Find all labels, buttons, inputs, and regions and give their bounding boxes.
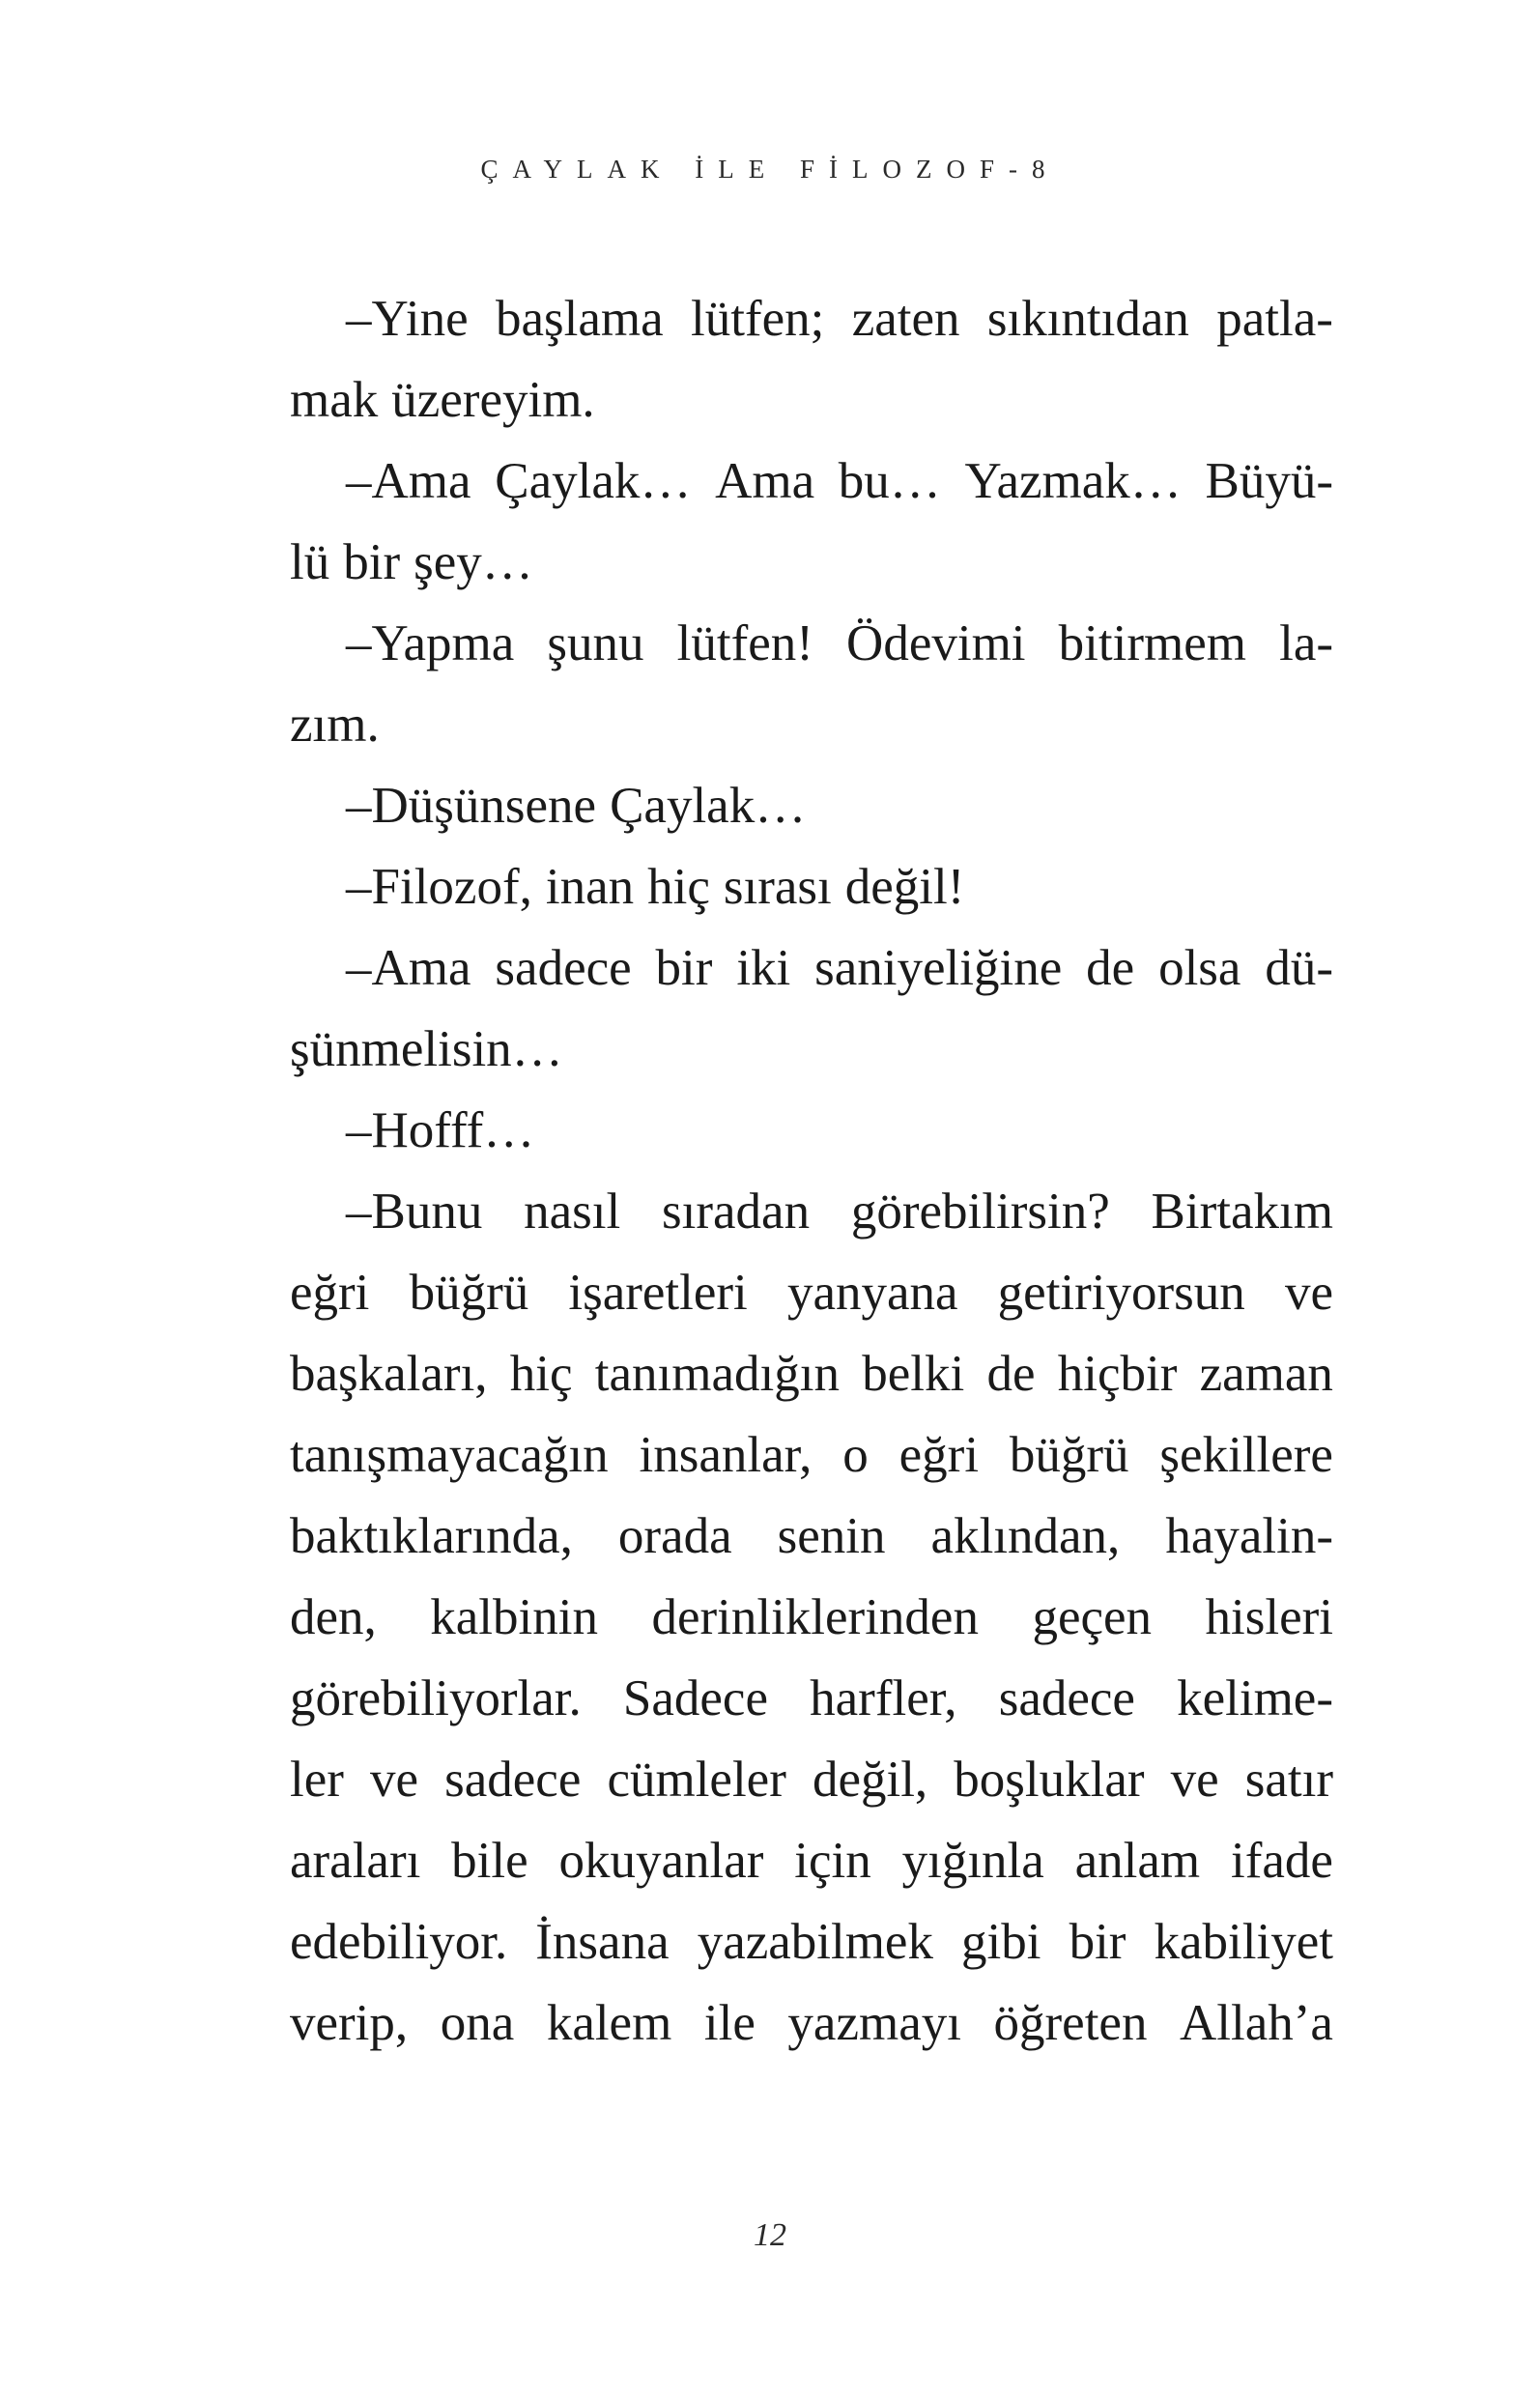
text-line: [290, 1982, 1333, 2064]
word: değil,: [812, 1752, 928, 1808]
word: kalbinin: [430, 1589, 598, 1645]
word: kalem: [546, 1995, 672, 2051]
word: o: [842, 1427, 869, 1483]
word: –Ama: [346, 453, 471, 509]
body-text: [290, 278, 1333, 2064]
word: şünmelisin…: [290, 1021, 563, 1077]
word: verip,: [290, 1995, 409, 2051]
word: sıradan: [662, 1184, 811, 1240]
word: bir: [1069, 1914, 1126, 1970]
word: lü: [290, 534, 330, 590]
word: de: [1086, 940, 1135, 996]
word: Ama: [715, 453, 815, 509]
word: Allah’a: [1180, 1995, 1333, 2051]
word: görebiliyorlar.: [290, 1670, 582, 1726]
word: patla-: [1216, 291, 1333, 347]
word: insanlar,: [639, 1427, 813, 1483]
word: okuyanlar: [558, 1833, 764, 1889]
word: senin: [777, 1508, 886, 1564]
word: hisleri: [1205, 1589, 1333, 1645]
word: hiçbir: [1057, 1346, 1178, 1402]
text-line: [290, 684, 1333, 765]
word: –Düşünsene: [346, 778, 597, 834]
page-number: 12: [754, 2217, 786, 2253]
text-line: [290, 1252, 1333, 1333]
word: satır: [1244, 1752, 1333, 1808]
word: sıkıntıdan: [986, 291, 1189, 347]
word: –Bunu: [346, 1184, 483, 1240]
word: cümleler: [607, 1752, 786, 1808]
word: dü-: [1265, 940, 1333, 996]
word: –Hofff…: [346, 1102, 535, 1158]
word: iki: [736, 940, 791, 996]
word: Birtakım: [1151, 1184, 1333, 1240]
word: ler: [290, 1752, 344, 1808]
word: lütfen!: [676, 615, 813, 671]
word: saniyeliğine: [814, 940, 1063, 996]
word: eğri: [290, 1265, 370, 1321]
word: sadece: [444, 1752, 582, 1808]
word: –Yine: [346, 291, 469, 347]
word: şekillere: [1159, 1427, 1333, 1483]
word: kelime-: [1177, 1670, 1333, 1726]
word: ve: [1284, 1265, 1333, 1321]
word: değil!: [844, 859, 965, 915]
word: Çaylak…: [610, 778, 807, 834]
word: yığınla: [901, 1833, 1044, 1889]
word: ona: [440, 1995, 515, 2051]
word: ile: [703, 1995, 756, 2051]
word: anlam: [1074, 1833, 1201, 1889]
text-line: [290, 1658, 1333, 1739]
word: görebilirsin?: [850, 1184, 1110, 1240]
word: bitirmem: [1058, 615, 1246, 671]
word: büğrü: [409, 1265, 529, 1321]
word: Ödevimi: [846, 615, 1026, 671]
text-line: [290, 846, 1333, 927]
word: bir: [343, 534, 401, 590]
word: araları: [290, 1833, 421, 1889]
text-line: [290, 441, 1333, 522]
word: sadece: [495, 940, 632, 996]
word: boşluklar: [954, 1752, 1145, 1808]
word: geçen: [1032, 1589, 1153, 1645]
word: İnsana: [535, 1914, 670, 1970]
word: büğrü: [1009, 1427, 1129, 1483]
word: başlama: [495, 291, 664, 347]
word: hiç: [647, 859, 710, 915]
word: zaman: [1199, 1346, 1333, 1402]
word: başkaları,: [290, 1346, 488, 1402]
running-header: ÇAYLAK İLE FİLOZOF-8: [480, 155, 1060, 184]
text-line: [290, 1090, 1333, 1171]
text-line: [290, 1171, 1333, 1252]
word: işaretleri: [568, 1265, 748, 1321]
word: –Filozof,: [346, 859, 532, 915]
word: öğreten: [993, 1995, 1148, 2051]
word: üzereyim.: [391, 372, 595, 428]
word: Büyü-: [1205, 453, 1333, 509]
word: bir: [655, 940, 713, 996]
word: şunu: [547, 615, 644, 671]
text-line: [290, 1820, 1333, 1901]
word: yazabilmek: [697, 1914, 933, 1970]
word: la-: [1279, 615, 1333, 671]
text-line: [290, 765, 1333, 846]
text-line: [290, 1333, 1333, 1414]
word: den,: [290, 1589, 377, 1645]
word: ve: [1170, 1752, 1219, 1808]
word: ifade: [1231, 1833, 1333, 1889]
word: harfler,: [810, 1670, 957, 1726]
word: –Ama: [346, 940, 471, 996]
word: olsa: [1158, 940, 1241, 996]
word: şey…: [414, 534, 533, 590]
word: yazmayı: [787, 1995, 961, 2051]
word: Yazmak…: [964, 453, 1182, 509]
text-line: [290, 603, 1333, 684]
word: belki: [862, 1346, 965, 1402]
text-line: [290, 359, 1333, 441]
text-line: [290, 278, 1333, 359]
word: gibi: [961, 1914, 1041, 1970]
text-line: [290, 927, 1333, 1009]
word: edebiliyor.: [290, 1914, 508, 1970]
text-line: [290, 1496, 1333, 1577]
word: baktıklarında,: [290, 1508, 573, 1564]
text-line: [290, 1009, 1333, 1090]
text-line: [290, 1577, 1333, 1658]
word: kabiliyet: [1154, 1914, 1333, 1970]
word: hiç: [509, 1346, 573, 1402]
text-line: [290, 1739, 1333, 1820]
word: de: [986, 1346, 1036, 1402]
word: –Yapma: [346, 615, 515, 671]
word: zaten: [851, 291, 960, 347]
word: aklından,: [930, 1508, 1121, 1564]
word: için: [794, 1833, 871, 1889]
word: hayalin-: [1165, 1508, 1333, 1564]
word: sırası: [723, 859, 832, 915]
word: nasıl: [524, 1184, 621, 1240]
word: yanyana: [786, 1265, 958, 1321]
text-line: [290, 1414, 1333, 1496]
word: zım.: [290, 697, 380, 753]
word: bu…: [838, 453, 941, 509]
word: bile: [451, 1833, 528, 1889]
word: lütfen;: [690, 291, 825, 347]
word: getiriyorsun: [997, 1265, 1245, 1321]
text-line: [290, 522, 1333, 603]
word: tanışmayacağın: [290, 1427, 609, 1483]
word: orada: [617, 1508, 732, 1564]
word: tanımadığın: [594, 1346, 840, 1402]
word: derinliklerinden: [651, 1589, 979, 1645]
word: Sadece: [622, 1670, 768, 1726]
word: eğri: [898, 1427, 980, 1483]
word: ve: [370, 1752, 419, 1808]
word: mak: [290, 372, 379, 428]
text-line: [290, 1901, 1333, 1982]
word: inan: [545, 859, 635, 915]
word: Çaylak…: [495, 453, 692, 509]
word: sadece: [998, 1670, 1135, 1726]
